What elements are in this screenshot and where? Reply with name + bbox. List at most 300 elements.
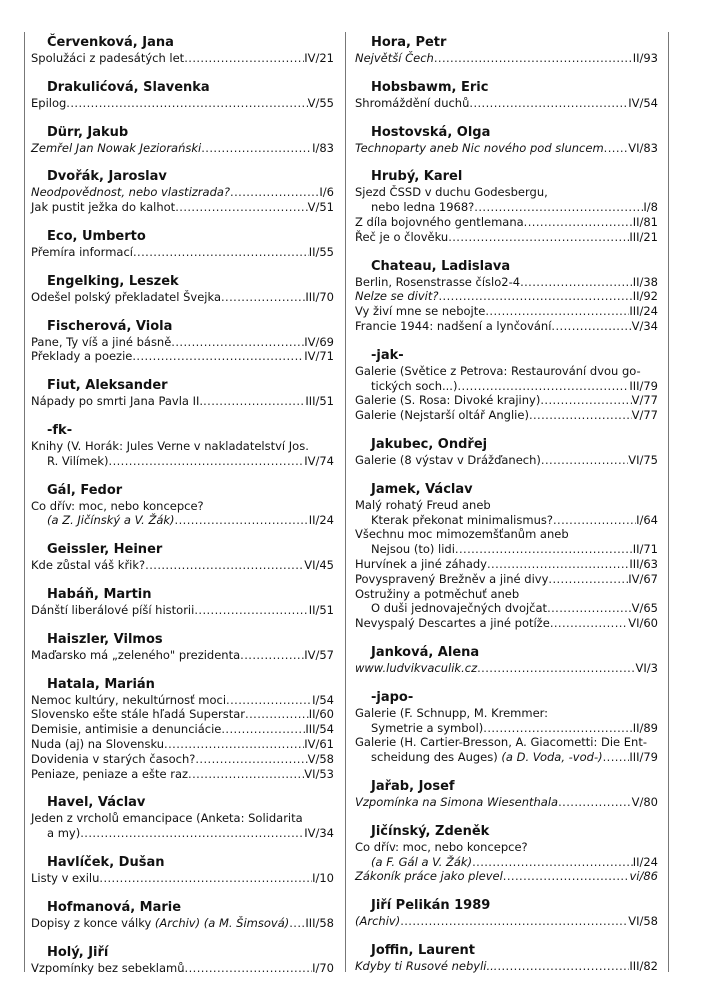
dot-leader [472,855,633,870]
article-title [31,707,245,722]
article-line [355,869,658,884]
author-name: -fk- [47,422,73,438]
article-title-text: R. Vilímek) [47,453,109,468]
article-title [355,959,497,974]
article-title [31,961,185,976]
dot-leader [184,51,304,66]
issue-page-ref: IV/61 [304,736,334,751]
index-entry-jamek-vaclav [355,481,658,631]
index-entry-fk [31,422,334,469]
article-line [355,527,658,542]
issue-page-ref: IV/54 [628,95,658,110]
issue-page-ref: III/79 [629,750,658,765]
author-name: Joffin, Laurent [371,942,475,958]
article-line [355,706,658,721]
dot-leader [448,230,629,245]
article-title [355,616,550,631]
article-title [371,379,457,394]
article-title [355,840,528,854]
author-name: Engelking, Leszek [47,273,179,289]
dot-leader [145,558,304,573]
article-title [31,871,99,886]
article-line [355,750,658,765]
article-title [31,752,195,767]
dot-leader [240,648,304,663]
article-title-text: O duši jednovaječných dvojčat [371,601,548,616]
article-title-text: (Archiv) [355,914,401,929]
article-line [31,693,334,708]
article-line [31,811,334,826]
index-entry-drakulicova-slavenka [31,79,334,111]
dot-leader [529,408,632,423]
article-title [355,319,551,334]
issue-page-ref: I/6 [319,185,334,200]
author-name: Jařab, Josef [371,778,455,794]
author-name: Jakubec, Ondřej [371,436,488,452]
dot-leader [548,572,628,587]
article-title-text: Vzpomínka na Simona Wiesenthala [355,794,559,809]
article-title-text: Nejsou (to) lidi [371,542,455,557]
index-column-right [355,34,658,987]
article-title-text: Demisie, antimisie a denunciácie [31,722,222,737]
article-line [31,961,334,976]
article-line [31,722,334,737]
dot-leader [558,795,632,810]
article-title [355,706,548,720]
article-line [355,364,658,379]
article-line [355,289,658,304]
author-name: Holý, Jiří [47,944,109,960]
index-entry-gal-fedor [31,482,334,529]
issue-page-ref: V/77 [631,408,658,423]
article-title [31,558,145,573]
article-title-text: Hurvínek a jiné záhady [355,556,487,571]
author-name: Jamek, Václav [371,481,473,497]
issue-page-ref: VI/60 [628,616,658,631]
dot-leader [604,141,629,156]
article-title-text: Jeden z vrcholů emancipace (Anketa: Solidarita [31,811,303,826]
dot-leader [497,959,629,974]
article-title-text: Spolužáci z padesátých let [31,51,185,65]
article-title [31,141,201,156]
article-title-text: Shromáždění duchů [355,95,470,110]
author-name: Havel, Václav [47,795,146,811]
left-margin-rule [24,32,25,972]
article-line [355,185,658,200]
dot-leader [483,721,632,736]
article-note: (Archiv) (a M. Šimsová) [154,915,290,930]
article-title-text: Berlin, Rosenstrasse číslo2-4 [355,274,521,289]
article-title [31,648,240,663]
dot-leader [469,96,628,111]
dot-leader [203,394,305,409]
index-entry-dvorak-jaroslav [31,168,334,215]
author-name: Habáň, Martin [47,586,152,602]
right-margin-rule [668,32,669,972]
issue-page-ref: I/8 [643,200,658,215]
issue-page-ref: IV/74 [304,453,334,468]
author-name: Haiszler, Vilmos [47,631,163,647]
article-title-text: Co dřív: moc, nebo koncepce? [355,839,528,854]
index-entry-hostovska-olga [355,124,658,156]
index-entry-eco-umberto [31,228,334,260]
article-title-text: Řeč je o člověku [355,229,449,244]
article-line [31,454,334,469]
dot-leader [188,767,304,782]
issue-page-ref: II/81 [632,214,658,229]
article-line [31,826,334,841]
article-line [31,752,334,767]
issue-page-ref: I/83 [312,140,334,155]
article-title-text: Neodpovědnost, nebo vlastizrada? [31,185,231,200]
author-name: Fischerová, Viola [47,318,173,334]
issue-page-ref: I/54 [312,692,334,707]
issue-page-ref: III/21 [629,229,658,244]
index-entry-japo [355,689,658,765]
article-title [355,141,604,156]
article-line [31,200,334,215]
article-title-text: Sjezd ČSSD v duchu Godesbergu, [355,185,548,200]
article-title-text: Symetrie a symbol) [371,720,484,735]
article-line [355,498,658,513]
dot-leader [80,826,304,841]
article-title-text: Galerie (Světice z Petrova: Restaurování dvou go- [355,363,641,378]
index-entry-hatala-marian [31,676,334,782]
article-title [355,572,548,587]
author-name: Hatala, Marián [47,676,155,692]
article-title-text: Galerie (H. Cartier-Bresson, A. Giacometti: Die Ent- [355,735,648,750]
article-title-text: a my) [47,826,81,841]
author-name: Eco, Umberto [47,228,146,244]
article-title [31,693,226,708]
article-title [355,304,485,319]
article-line [355,840,658,855]
article-title-text: Dopisy z konce války [31,915,152,930]
article-line [355,587,658,602]
dot-leader [524,215,633,230]
article-line [355,572,658,587]
index-entry-jicinsky-zdenek [355,823,658,884]
article-line [31,290,334,305]
dot-leader [175,200,307,215]
index-entry-haban-martin [31,586,334,618]
article-title-text: Vzpomínky bez sebeklamů [31,960,185,975]
article-line [31,767,334,782]
issue-page-ref: V/34 [631,318,658,333]
issue-page-ref: II/93 [632,51,658,65]
issue-page-ref: II/55 [308,244,334,259]
author-name: Drakulićová, Slavenka [47,79,210,95]
author-name: Gál, Fedor [47,482,123,498]
dot-leader [540,393,631,408]
issue-page-ref: VI/75 [628,452,658,467]
issue-page-ref: vi/86 [629,869,658,884]
author-name: Hobsbawm, Eric [371,79,489,95]
article-title-text: Technoparty aneb Nic nového pod sluncem [355,140,604,155]
article-line [355,855,658,870]
dot-leader [400,914,628,929]
author-name: Dürr, Jakub [47,124,129,140]
article-title [355,364,641,378]
index-entry-haiszler-vilmos [31,631,334,663]
article-title [31,603,194,618]
article-title [371,855,472,870]
article-line [355,379,658,394]
article-title [31,51,184,66]
article-title-text: (a Z. Jičínský a V. Žák) [47,513,175,528]
article-title-text: Kdyby ti Rusové nebyli... [355,958,498,973]
author-name: Janková, Alena [371,644,480,660]
dot-leader [438,289,632,304]
article-title [355,587,519,601]
issue-page-ref: I/70 [312,960,334,975]
article-title-text: Nuda (aj) na Slovensku [31,736,165,751]
dot-leader [226,693,312,708]
index-entry-jankova-alena [355,644,658,676]
author-name: Hofmanová, Marie [47,899,182,915]
dot-leader [550,616,628,631]
article-title [355,557,487,572]
dot-leader [457,379,629,394]
article-line [355,513,658,528]
dot-leader [132,349,304,364]
article-title-text: Nelze se divit? [355,289,439,304]
article-line [31,185,334,200]
article-line [355,393,658,408]
article-title [371,513,553,528]
article-title-text: Dovidenia v starých časoch? [31,751,196,766]
article-title [355,215,524,230]
article-title-text: Povyspravený Brežněv a jiné divy [355,571,549,586]
article-line [31,916,334,931]
article-title-text: Nápady po smrti Jana Pavla II. [31,394,204,409]
article-title-text: Slovensko ešte stále hľadá Superstar [31,707,246,722]
article-title [31,811,303,825]
author-name: Hostovská, Olga [371,124,491,140]
issue-page-ref: V/58 [307,751,334,766]
issue-page-ref: V/80 [631,794,658,809]
issue-page-ref: I/10 [312,870,334,885]
issue-page-ref: III/24 [629,304,658,319]
article-title [355,661,477,676]
article-title [31,916,289,931]
article-title [47,513,175,528]
article-title [355,527,569,541]
article-title-text: Ostružiny a potměchuť aneb [355,586,520,601]
issue-page-ref: III/58 [305,915,334,930]
author-name: Hora, Petr [371,35,447,50]
dot-leader [195,752,307,767]
issue-page-ref: II/24 [632,854,658,869]
dot-leader [603,750,630,765]
issue-page-ref: IV/67 [628,571,658,586]
article-line [355,453,658,468]
article-line [31,648,334,663]
dot-leader [230,185,319,200]
article-title-text: Největší Čech [355,51,434,65]
issue-page-ref: V/65 [631,601,658,616]
article-title [31,737,164,752]
article-title-text: Zákoník práce jako plevel [355,869,503,884]
index-entry-cervenkova-jana [31,34,334,66]
article-line [355,304,658,319]
dot-leader [171,335,304,350]
article-line [355,141,658,156]
article-line [31,871,334,886]
author-name: Geissler, Heiner [47,542,163,558]
dot-leader [503,869,630,884]
issue-page-ref: III/51 [305,394,334,409]
issue-page-ref: IV/69 [304,334,334,349]
article-line [31,737,334,752]
article-title [47,454,109,469]
article-title [355,498,491,512]
article-title [355,453,541,468]
article-line [355,275,658,290]
article-title [31,349,132,364]
article-line [31,245,334,260]
index-entry-joffin-laurent [355,942,658,974]
article-title [355,869,503,884]
issue-page-ref: IV/57 [304,647,334,662]
article-title-text: Překlady a poezie [31,349,133,364]
article-title-text: Nemoc kultúry, nekultúrnosť moci [31,692,227,707]
author-name: Jičínský, Zdeněk [371,823,490,839]
article-title [355,185,548,199]
index-entry-chateau-ladislava [355,258,658,334]
article-line [355,914,658,929]
article-title [31,245,133,260]
issue-page-ref: II/92 [632,289,658,304]
author-name: Dvořák, Jaroslav [47,169,167,185]
index-entry-hruby-karel [355,168,658,244]
article-title [31,394,203,409]
article-title [31,439,309,453]
dot-leader [520,275,633,290]
article-line [31,499,334,514]
article-line [355,408,658,423]
index-entry-jak [355,347,658,423]
article-title-text: Peniaze, peniaze a ešte raz [31,766,189,781]
dot-leader [221,290,305,305]
article-title [31,96,66,111]
dot-leader [474,200,643,215]
article-title-text: Všechnu moc mimozemšťanům aneb [355,527,569,542]
article-title [355,408,529,423]
author-name: Hrubý, Karel [371,169,463,185]
index-entry-holy-jiri [31,944,334,976]
issue-page-ref: III/54 [305,722,334,737]
index-entry-fiut-aleksander [31,377,334,409]
article-title-text: Přemíra informací [31,244,133,259]
dot-leader [541,453,628,468]
article-title [31,499,204,513]
index-entry-durr-jakub [31,124,334,156]
index-column-left [31,34,334,988]
article-line [31,141,334,156]
article-title-text: Z díla bojovného gentlemana [355,214,524,229]
dot-leader [434,51,633,66]
issue-page-ref: IV/34 [304,826,334,841]
article-line [31,603,334,618]
article-line [31,394,334,409]
index-entry-hobsbawm-eric [355,79,658,111]
column-divider-rule [345,32,346,972]
article-line [355,795,658,810]
article-title-text: nebo ledna 1968? [371,200,475,215]
article-title [371,200,474,215]
dot-leader [164,737,304,752]
author-name: Havlíček, Dušan [47,854,165,870]
dot-leader [477,661,635,676]
index-entry-hora-petr [355,34,658,66]
article-title-text: Galerie (F. Schnupp, M. Kremmer: [355,705,549,720]
article-line [355,601,658,616]
dot-leader [201,141,312,156]
issue-page-ref: II/89 [632,720,658,735]
issue-page-ref: VI/53 [304,766,334,781]
dot-leader [194,603,308,618]
article-title-text: tických soch...) [371,378,458,393]
author-name: Chateau, Ladislava [371,258,511,274]
article-title [355,230,448,245]
author-name: Červenková, Jana [47,35,174,50]
article-title [355,393,540,408]
issue-page-ref: III/79 [629,378,658,393]
article-line [355,542,658,557]
article-line [355,51,658,66]
issue-page-ref: III/82 [629,958,658,973]
article-title [355,51,434,66]
index-entry-geissler-heiner [31,541,334,573]
article-line [355,735,658,750]
article-title [355,914,400,929]
article-title [371,542,455,557]
dot-leader [547,601,632,616]
dot-leader [133,245,309,260]
article-title [355,96,469,111]
article-line [355,230,658,245]
article-title-text: Kterak překonat minimalismus? [371,512,553,527]
issue-page-ref: V/55 [307,95,334,110]
article-line [355,215,658,230]
article-title [355,289,438,304]
author-name: Jiří Pelikán 1989 [371,898,491,914]
article-line [355,200,658,215]
article-title [355,795,558,810]
article-title-text: Listy v exilu [31,870,100,885]
article-title-text: scheidung des Auges) [371,750,498,765]
article-title [371,721,483,736]
article-title [31,335,171,350]
article-line [31,558,334,573]
article-title-text: Dánští liberálové píší historii [31,602,195,617]
article-line [355,616,658,631]
index-entry-jiri-pelikan-1989 [355,897,658,929]
issue-page-ref: IV/71 [304,349,334,364]
article-title-text: Zemřel Jan Nowak Jeziorański [31,140,202,155]
article-title [31,767,188,782]
article-title-text: Galerie (Nejstarší oltář Anglie) [355,408,529,423]
issue-page-ref: VI/58 [628,914,658,929]
article-title-text: Kde zůstal váš křik? [31,558,146,573]
index-entry-engelking-leszek [31,273,334,305]
article-title [47,826,80,841]
article-title-text: Nevyspalý Descartes a jiné potíže [355,616,550,631]
article-line [31,349,334,364]
index-entry-jarab-josef [355,778,658,810]
dot-leader [99,871,312,886]
